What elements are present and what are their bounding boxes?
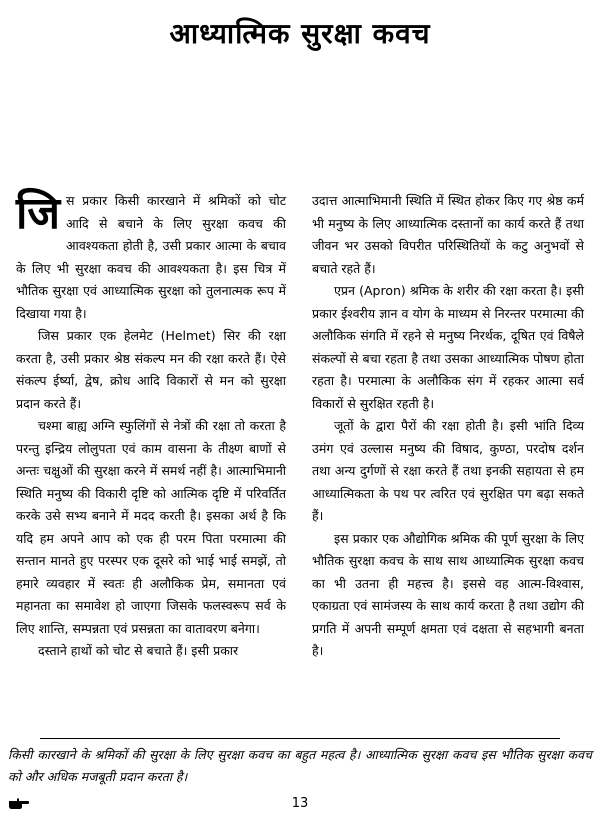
paragraph: उदात्त आत्माभिमानी स्थिति में स्थित होकर किए गए श्रेष्ठ कर्म भी मनुष्य के लिए आध्यात्मिक दस्तानों का कार्य करते हैं तथा जीवन भर उसको विपरीत परिस्थितियों के कटु अनुभवों से बचाते रहते हैं।: [312, 193, 584, 276]
left-column: [16, 190, 286, 663]
drop-cap: जि: [16, 188, 61, 239]
paragraph: दस्ताने हाथों को चोट से बचाते हैं। इसी प्रकार: [38, 643, 239, 658]
paragraph-text: स प्रकार किसी कारखाने में श्रमिकों को चोट आदि से बचाने के लिए सुरक्षा कवच की आवश्यकता होती है, उसी प्रकार आत्मा के बचाव के लिए भी सुरक्षा कवच की आवश्यकता है। इस चित्र में भौतिक सुरक्षा एवं आध्यात्मिक सुरक्षा को तुलनात्मक रूप में दिखाया गया है।: [16, 193, 286, 321]
paragraph: इस प्रकार एक औद्योगिक श्रमिक की पूर्ण सुरक्षा के लिए भौतिक सुरक्षा कवच के साथ साथ आध्यात्मिक सुरक्षा कवच का भी उतना ही महत्त्व है। इससे वह आत्म-विश्वास, एकाग्रता एवं सामंजस्य के साथ कार्य करता है तथा उद्योग की प्रगति में अपनी सम्पूर्ण क्षमता एवं दक्षता से सहभागी बनता है।: [312, 530, 584, 658]
paragraph: जिस प्रकार एक हेलमेट (Helmet) सिर की रक्षा करता है, उसी प्रकार श्रेष्ठ संकल्प मन की रक्षा करते हैं। ऐसे संकल्प ईर्ष्या, द्वेष, क्रोध आदि विकारों से मन को सुरक्षा प्रदान करते हैं।: [16, 328, 286, 411]
paragraph: [16, 190, 286, 325]
right-column: [312, 190, 584, 663]
figure-caption: किसी कारखाने के श्रमिकों की सुरक्षा के लिए सुरक्षा कवच का बहुत महत्व है। आध्यात्मिक सुरक्षा कवच इस भौतिक सुरक्षा कवच को और अधिक मजबूती प्रदान करता है।: [8, 747, 592, 784]
paragraph: चश्मा बाह्य अग्नि स्फुलिंगों से नेत्रों की रक्षा तो करता है परन्तु इन्द्रिय लोलुपता एवं काम वासना के तीक्ष्ण बाणों से अन्तः चक्षुओं की सुरक्षा करने में समर्थ नहीं है। आत्माभिमानी स्थिति मनुष्य की विकारी दृष्टि को आत्मिक दृष्टि में परिवर्तित करके उसे सभ्य बनाने में मदद करती है। इसका अर्थ है कि यदि हम अपने आप को एक ही परम पिता परमात्मा की सन्तान मानते हुए परस्पर एक दूसरे को भाई भाई समझें, तो हमारे व्यवहार में स्वतः ही अलौकिक प्रेम, समानता एवं महानता का समावेश हो जाएगा जिसके फलस्वरूप सर्व के लिए शान्ति, सम्पन्नता एवं प्रसन्नता का वातावरण बनेगा।: [16, 418, 286, 636]
page-number: 13: [291, 796, 309, 811]
page-title: आध्यात्मिक सुरक्षा कवच: [169, 17, 431, 50]
paragraph: एप्रन (Apron) श्रमिक के शरीर की रक्षा करता है। इसी प्रकार ईश्वरीय ज्ञान व योग के माध्यम से निरन्तर परमात्मा की अलौकिक संगति में रहने से मनुष्य निरर्थक, दूषित एवं विषैले संकल्पों से बचा रहता है तथा उसका आध्यात्मिक पोषण होता रहता है। परमात्मा के अलौकिक संग में रहकर आत्मा सर्व विकारों से सुरक्षित रहती है।: [312, 283, 584, 411]
footnote-divider: [40, 738, 560, 739]
paragraph: जूतों के द्वारा पैरों की रक्षा होती है। इसी भांति दिव्य उमंग एवं उल्लास मनुष्य की विषाद, कुण्ठा, परदोष दर्शन तथा अन्य दुर्गणों से रक्षा करते हैं तथा इनकी सहायता से हम आध्यात्मिकता के पथ पर त्वरित एवं सुरक्षित पग बढ़ा सकते हैं।: [312, 418, 584, 523]
